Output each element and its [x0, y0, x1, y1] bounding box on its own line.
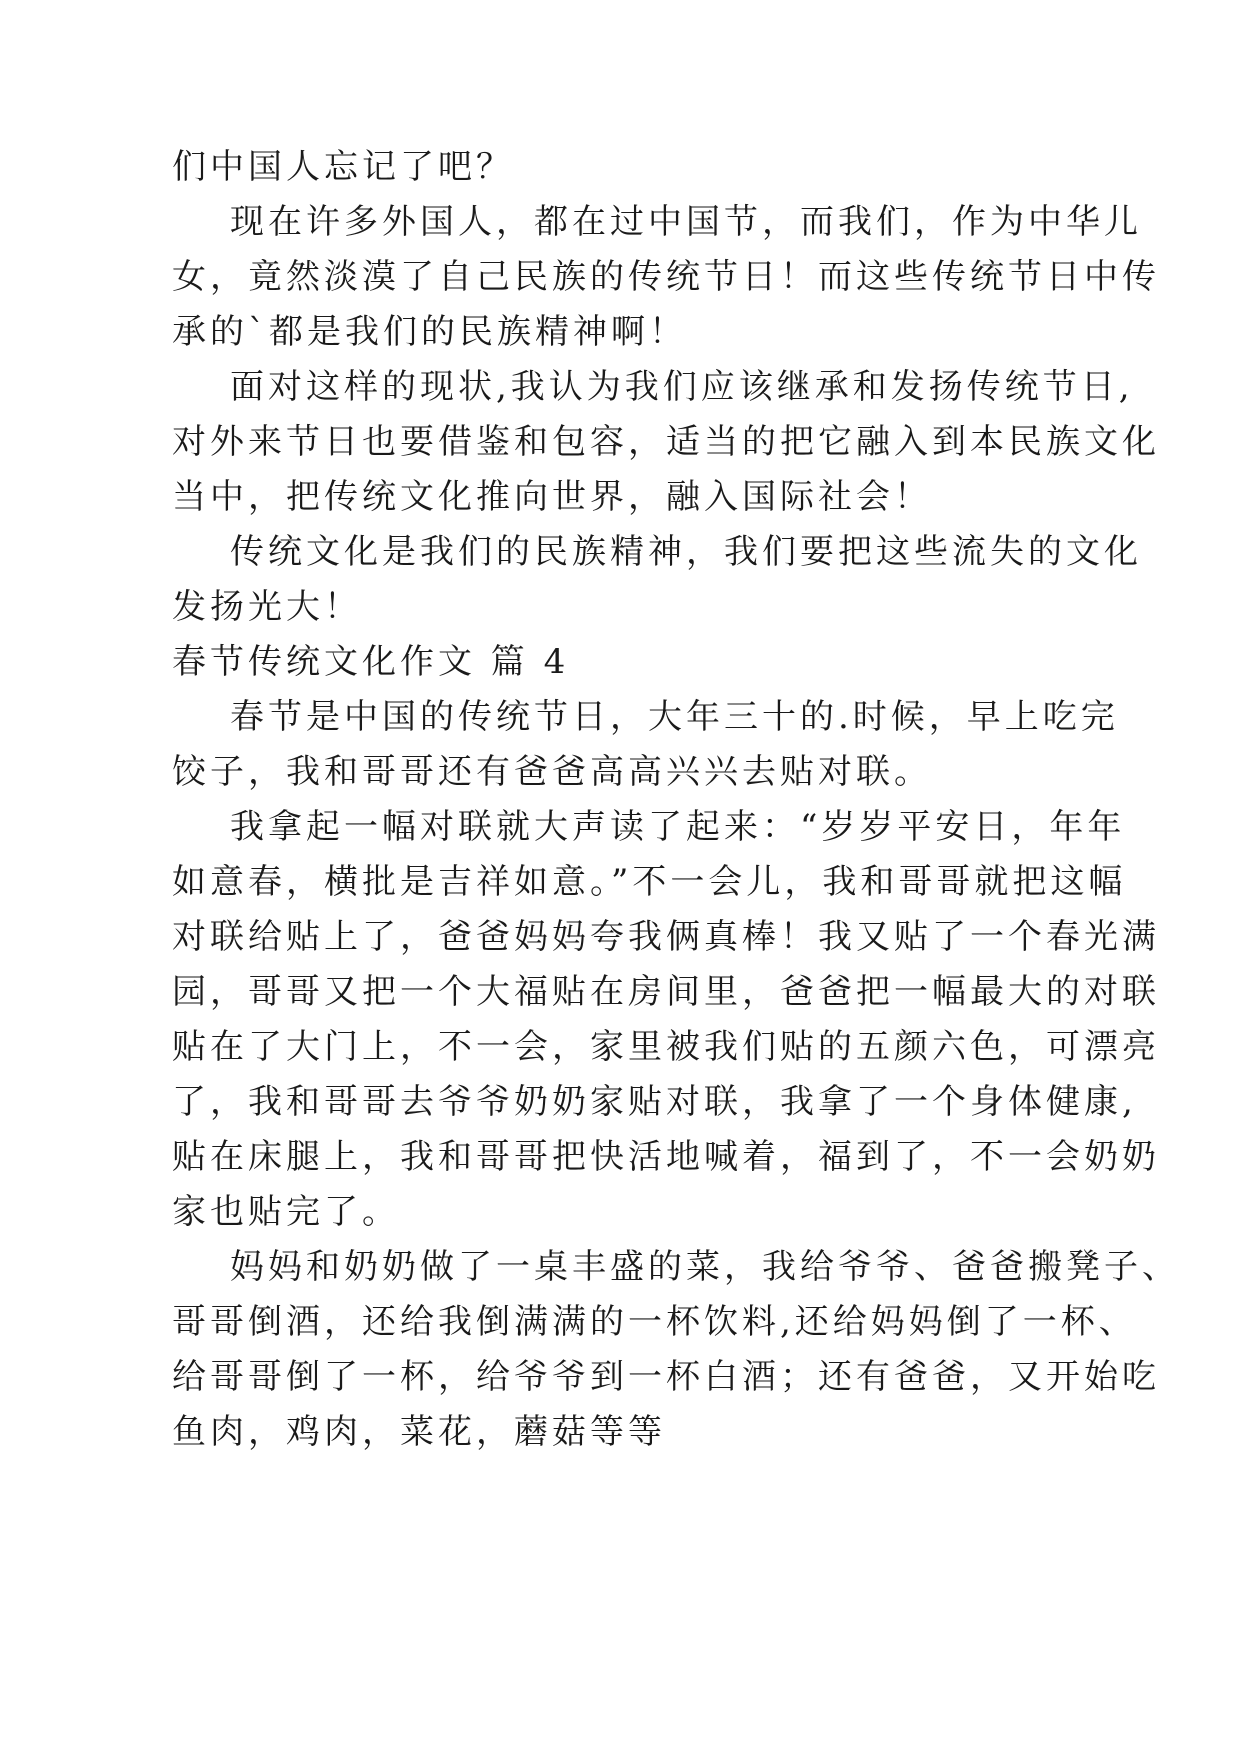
text-line: 园，哥哥又把一个大福贴在房间里，爸爸把一幅最大的对联: [172, 972, 1160, 1012]
section-heading: 春节传统文化作文 篇 4: [172, 642, 570, 682]
text-line: 当中，把传统文化推向世界，融入国际社会！: [172, 477, 932, 517]
text-line: 贴在床腿上，我和哥哥把快活地喊着，福到了，不一会奶奶: [172, 1137, 1160, 1177]
text-line: 家也贴完了。: [172, 1192, 400, 1232]
text-line: 饺子，我和哥哥还有爸爸高高兴兴去贴对联。: [172, 752, 932, 792]
text-line: 哥哥倒酒，还给我倒满满的一杯饮料,还给妈妈倒了一杯、: [172, 1302, 1137, 1342]
text-line: 贴在了大门上，不一会，家里被我们贴的五颜六色，可漂亮: [172, 1027, 1160, 1067]
text-line: 鱼肉，鸡肉，菜花，蘑菇等等: [172, 1412, 666, 1452]
text-line: 如意春，横批是吉祥如意。”不一会儿，我和哥哥就把这幅: [172, 862, 1127, 902]
text-line: 春节是中国的传统节日，大年三十的.时候，早上吃完: [230, 697, 1119, 737]
text-line: 现在许多外国人，都在过中国节，而我们，作为中华儿: [230, 202, 1142, 242]
text-line: 我拿起一幅对联就大声读了起来：“岁岁平安日，年年: [230, 807, 1126, 847]
text-line: 对联给贴上了，爸爸妈妈夸我俩真棒！我又贴了一个春光满: [172, 917, 1160, 957]
text-line: 女，竟然淡漠了自己民族的传统节日！而这些传统节日中传: [172, 257, 1160, 297]
text-line: 发扬光大！: [172, 587, 362, 627]
text-line: 传统文化是我们的民族精神，我们要把这些流失的文化: [230, 532, 1142, 572]
text-line: 们中国人忘记了吧？: [172, 147, 514, 187]
text-line: 了，我和哥哥去爷爷奶奶家贴对联，我拿了一个身体健康,: [172, 1082, 1137, 1122]
text-line: 给哥哥倒了一杯，给爷爷到一杯白酒；还有爸爸，又开始吃: [172, 1357, 1160, 1397]
text-line: 面对这样的现状,我认为我们应该继承和发扬传统节日,: [230, 367, 1134, 407]
text-line: 妈妈和奶奶做了一桌丰盛的菜，我给爷爷、爸爸搬凳子、: [230, 1247, 1180, 1287]
text-line: 对外来节日也要借鉴和包容，适当的把它融入到本民族文化: [172, 422, 1160, 462]
text-line: 承的`都是我们的民族精神啊！: [172, 312, 687, 352]
